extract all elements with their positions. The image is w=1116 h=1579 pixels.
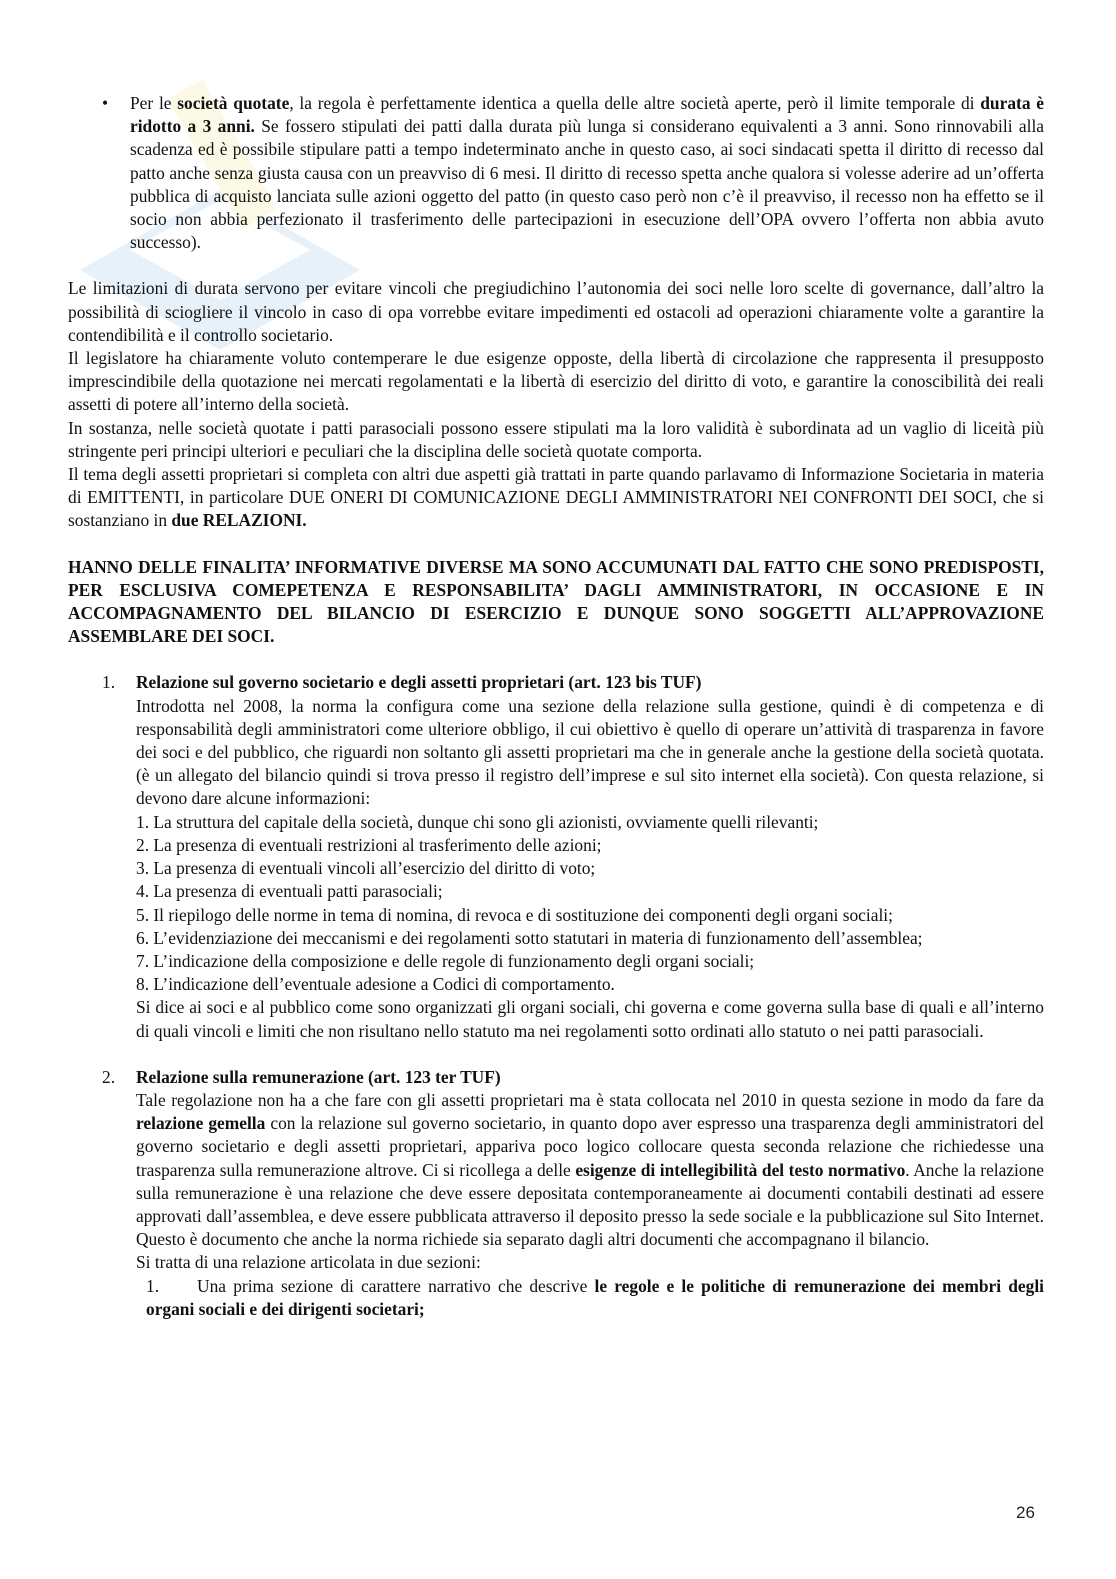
- bullet-icon: •: [102, 93, 109, 113]
- list-item: 8. L’indicazione dell’eventuale adesione a Codici di comportamento.: [136, 974, 615, 995]
- section-title: Relazione sul governo societario e degli assetti proprietari (art. 123 bis TUF): [136, 672, 702, 693]
- section-intro: Introdotta nel 2008, la norma la configura come una sezione della relazione sulla gestione, quindi è di competenza e di responsabilità degli amministratori come ulteriore obbligo, il cui obiettivo è quello di operare un’attività di trasparenza in favore dei soci e del pubblico, che riguardi non soltanto gli assetti proprietari ma che in generale anche la gestione della società quotata. (è un allegato del bilancio quindi si trova presso il registro dell’imprese e sul sito internet ella società). Con questa relazione, si devono dare alcune informazioni:: [136, 695, 1044, 809]
- document-page: [68, 92, 1044, 1321]
- list-item: 5. Il riepilogo delle norme in tema di nomina, di revoca e di sostituzione dei componenti degli organi sociali;: [136, 904, 893, 925]
- section-body: Tale regolazione non ha a che fare con gli assetti proprietari ma è stata collocata nel 2010 in questa sezione in modo da fare da relazione gemella con la relazione sul governo societario, in quanto dopo aver espresso una trasparenza degli amministratori del governo societario e degli assetti proprietari, appariva poco logico collocare questa seconda relazione che richiedesse una trasparenza sulla remunerazione altrove. Ci si ricollega a delle esigenze di intellegibilità del testo normativo. Anche la relazione sulla remunerazione è una relazione che deve essere depositata contemporaneamente ai documenti contabili destinati ad essere approvati dall’assemblea, e deve essere pubblicata attraverso il deposito presso la sede sociale e la pubblicazione sul Sito Internet. Questo è documento che anche la norma richiede sia separato dagli altri documenti che accompagnano il bilancio.: [136, 1089, 1045, 1250]
- paragraph-legislator: Il legislatore ha chiaramente voluto contemperare le due esigenze opposte, della libertà di circolazione che rappresenta il presupposto imprescindibile della quotazione nei mercati regolamentati e la libertà di esercizio del diritto di voto, e garantire la conoscibilità dei reali assetti di potere all’interno della società.: [68, 348, 1044, 415]
- bullet-text: Per le società quotate, la regola è perfettamente identica a quella delle altre società aperte, però il limite temporale di durata è ridotto a 3 anni. Se fossero stipulati dei patti dalla durata più lunga si considerano equivalenti a 3 anni. Sono rinnovabili alla scadenza ed è possibile stipulare patti a tempo indeterminato anche in questo caso, ai soci sindacati spetta il diritto di recesso dal patto anche senza giusta causa con un preavviso di 6 mesi. Il diritto di recesso spetta anche qualora si volesse aderire ad un’offerta pubblica di acquisto lanciata sulle azioni oggetto del patto (in questo caso però non c’è il preavviso, il recesso non ha effetto se il socio non abbia perfezionato il trasferimento delle partecipazioni in esecuzione dell’OPA ovvero l’offerta non abbia avuto successo).: [130, 93, 1044, 253]
- list-item: 6. L’evidenziazione dei meccanismi e dei regolamenti sotto statutari in materia di funzionamento dell’assemblea;: [136, 927, 923, 948]
- paragraph-caps-statement: HANNO DELLE FINALITA’ INFORMATIVE DIVERSE MA SONO ACCUMUNATI DAL FATTO CHE SONO PREDISPOSTI, PER ESCLUSIVA COMEPETENZA E RESPONSABILITA’ DAGLI AMMINISTRATORI, IN OCCASIONE E IN ACCOMPAGNAMENTO DEL BILANCIO DI ESERCIZIO E DUNQUE SONO SOGGETTI ALL’APPROVAZIONE ASSEMBLARE DEI SOCI.: [68, 556, 1044, 647]
- section-governance-report: [68, 671, 1044, 1042]
- list-item: 1. La struttura del capitale della società, dunque chi sono gli azionisti, ovviamente quelli rilevanti;: [136, 811, 819, 832]
- page-number: 26: [1016, 1503, 1035, 1522]
- list-item: 4. La presenza di eventuali patti parasociali;: [136, 881, 443, 902]
- section-number: 1.: [102, 672, 116, 693]
- paragraph-ownership-theme: Il tema degli assetti proprietari si completa con altri due aspetti già trattati in parte quando parlavamo di Informazione Societaria in materia di EMITTENTI, in particolare DUE ONERI DI COMUNICAZIONE DEGLI AMMINISTRATORI NEI CONFRONTI DEI SOCI, che si sostanziano in due RELAZIONI.: [68, 464, 1044, 531]
- section-intro-two-sections: Si tratta di una relazione articolata in due sezioni:: [136, 1252, 481, 1273]
- section-remuneration-report: [68, 1066, 1044, 1321]
- section-title: Relazione sulla remunerazione (art. 123 ter TUF): [136, 1066, 501, 1087]
- section-number: 2.: [102, 1066, 116, 1087]
- sub-list-item: 1. Una prima sezione di carattere narrativo che descrive le regole e le politiche di remunerazione dei membri degli organi sociali e dei dirigenti societari;: [146, 1275, 1045, 1319]
- list-item: 3. La presenza di eventuali vincoli all’esercizio del diritto di voto;: [136, 858, 596, 879]
- section-closing: Si dice ai soci e al pubblico come sono organizzati gli organi sociali, chi governa e come governa sulla base di quali e all’interno di quali vincoli e limiti che non risultano nello statuto ma nei regolamenti sotto ordinati allo statuto o nei patti parasociali.: [136, 997, 1044, 1041]
- bullet-quoted-companies: [68, 92, 1044, 254]
- paragraph-duration-limits: Le limitazioni di durata servono per evitare vincoli che pregiudichino l’autonomia dei soci nelle loro scelte di governance, dall’altro la possibilità di sciogliere il vincolo in caso di opa vorrebbe evitare impedimenti ed ostacoli ad operazioni chiaramente volte a garantire la contendibilità e il controllo societario.: [68, 278, 1044, 345]
- paragraph-in-substance: In sostanza, nelle società quotate i patti parasociali possono essere stipulati ma la loro validità è subordinata ad un vaglio di liceità più stringente peri principi ulteriori e peculiari che la disciplina delle società quotate comporta.: [68, 417, 1044, 461]
- sub-item-number: 1.: [146, 1275, 160, 1296]
- list-item: 2. La presenza di eventuali restrizioni al trasferimento delle azioni;: [136, 834, 602, 855]
- list-item: 7. L’indicazione della composizione e delle regole di funzionamento degli organi sociali;: [136, 950, 755, 971]
